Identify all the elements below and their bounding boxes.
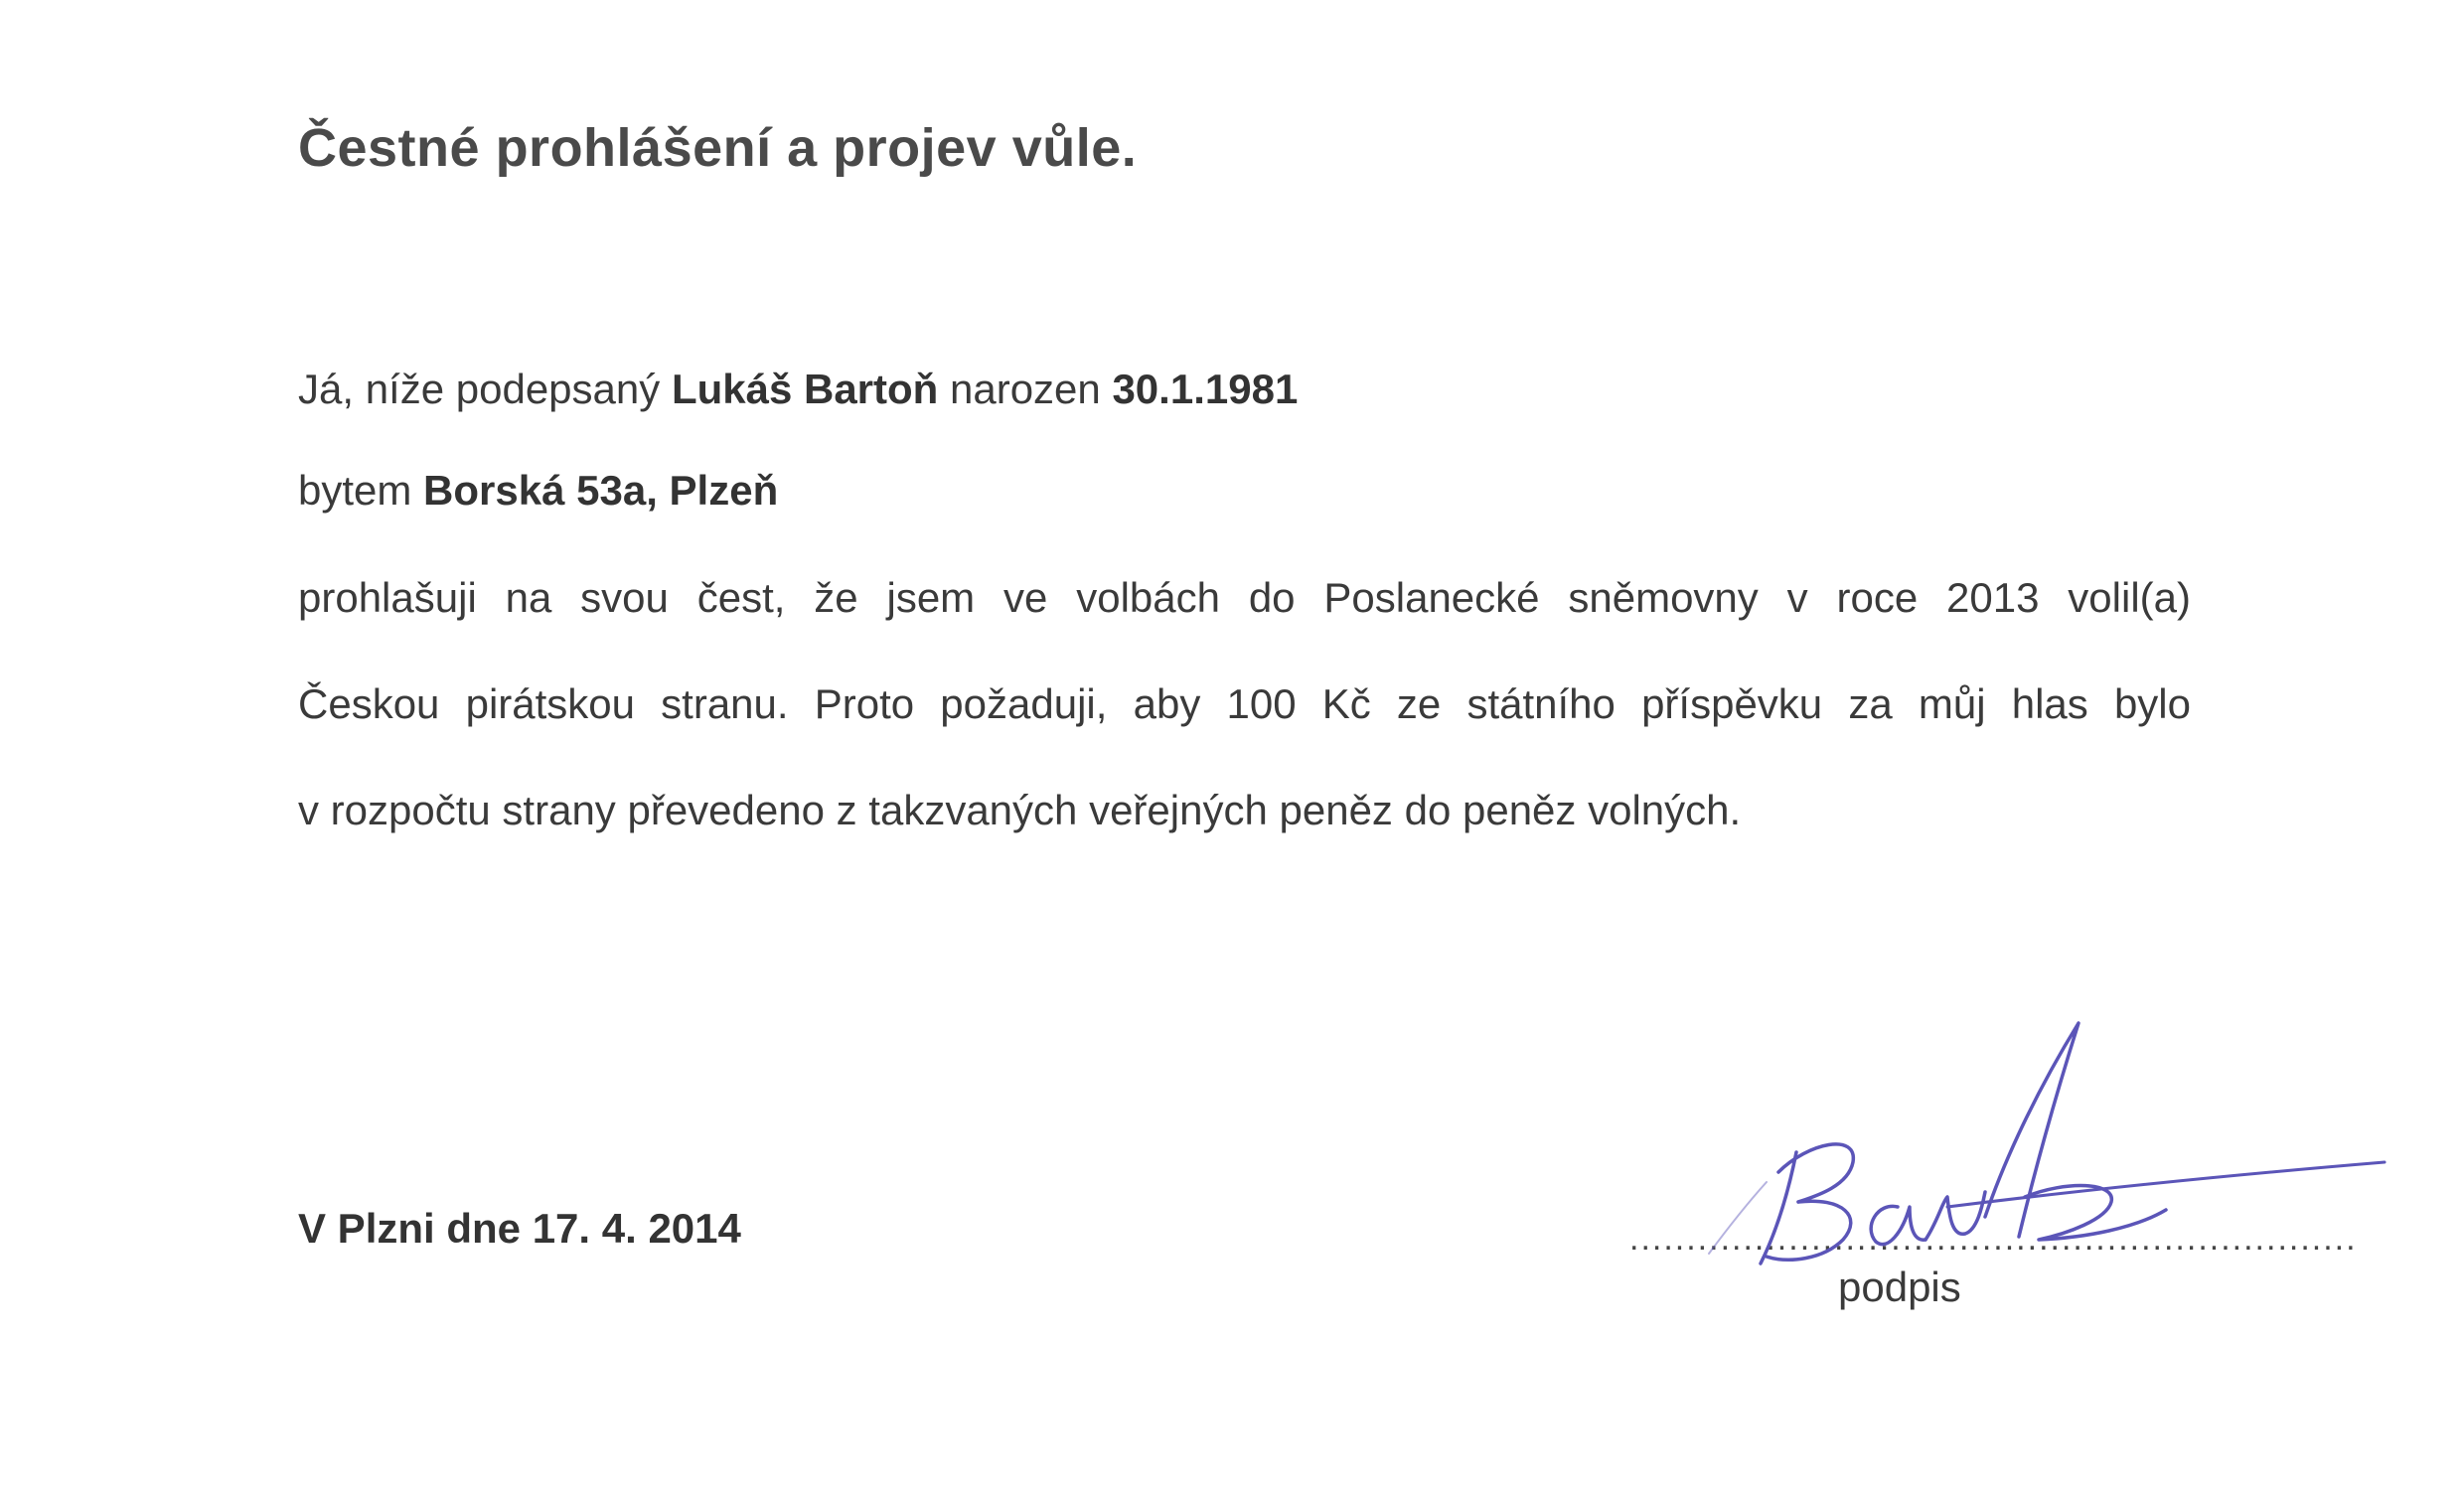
document-title: Čestné prohlášení a projev vůle.: [298, 118, 1138, 178]
declarant-line: [298, 364, 1298, 415]
signature-label: podpis: [1838, 1264, 1961, 1310]
statement-line-2: Českou pirátskou stranu. Proto požaduji, aby 100 Kč ze státního příspěvku za můj hlas bylo: [298, 680, 2191, 727]
birth-date: 30.1.1981: [1112, 366, 1299, 412]
residence-label: bytem: [298, 467, 424, 514]
handwritten-signature: [1649, 1003, 2404, 1291]
statement-line-3: v rozpočtu strany převedeno z takzvaných veřejných peněz do peněz volných.: [298, 787, 1742, 833]
residence-address: Borská 53a, Plzeň: [423, 467, 779, 514]
statement-line-1: prohlašuji na svou čest, že jsem ve volbách do Poslanecké sněmovny v roce 2013 volil(a): [298, 574, 2191, 621]
signature-stroke: [1761, 1152, 1796, 1264]
signature-stroke: [1778, 1144, 1853, 1202]
signature-stroke: [1947, 1162, 2385, 1207]
signature-dotted-line: ................................................................: [1629, 1220, 2358, 1258]
signature-stroke: [1767, 1201, 1851, 1260]
signature-stroke: [1925, 1192, 1985, 1240]
signature-stroke: [1985, 1023, 2079, 1237]
declarant-name: Lukáš Bartoň: [671, 366, 939, 412]
signature-stroke: [1871, 1206, 1925, 1244]
residence-line: [298, 465, 778, 517]
born-label: narozen: [938, 366, 1113, 412]
place-and-date: V Plzni dne 17. 4. 2014: [298, 1205, 741, 1252]
declarant-prefix: Já, níže podepsaný: [298, 366, 672, 412]
signature-stroke: [1709, 1182, 1767, 1254]
